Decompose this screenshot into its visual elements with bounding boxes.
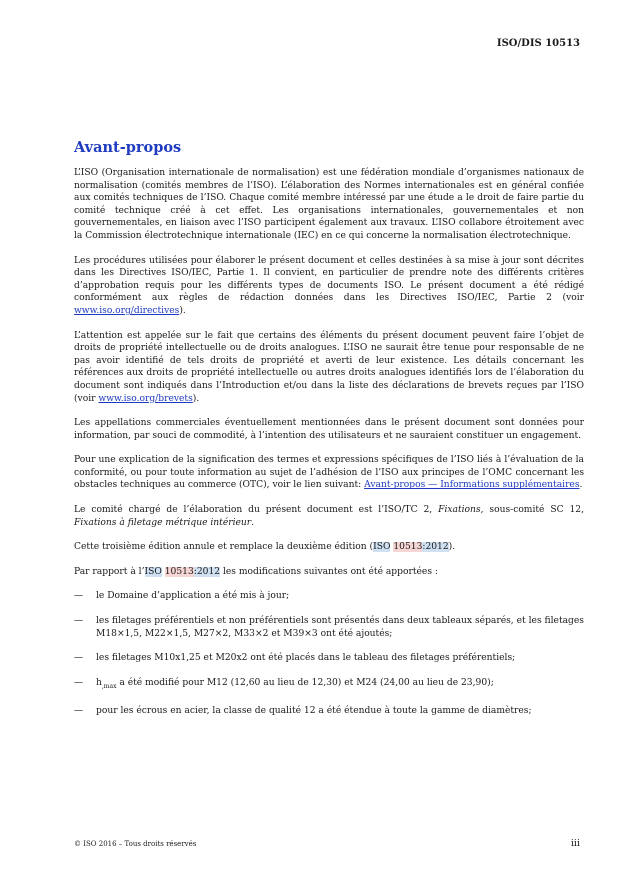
list-item-text: le Domaine d’application a été mis à jour; bbox=[96, 591, 290, 602]
document-id: ISO/DIS 10513 bbox=[496, 38, 580, 49]
h-subscript: ,max bbox=[101, 682, 117, 690]
paragraph-procedures bbox=[74, 255, 584, 318]
patents-link[interactable]: www.iso.org/brevets bbox=[98, 393, 193, 404]
standard-number: 10513 bbox=[164, 566, 194, 577]
committee-mid: , sous-comité SC 12, bbox=[480, 505, 584, 516]
copyright-notice: © ISO 2016 – Tous droits réservés bbox=[74, 840, 197, 848]
standard-year: :2012 bbox=[422, 542, 449, 553]
list-item bbox=[74, 677, 584, 693]
committee-text: Le comité chargé de l’élaboration du présent document est l’ISO/TC 2, bbox=[74, 505, 439, 516]
changes-end: les modifications suivantes ont été apportées : bbox=[220, 566, 438, 577]
list-item bbox=[74, 652, 584, 665]
conformity-end: . bbox=[579, 480, 583, 491]
page-number: iii bbox=[570, 838, 580, 849]
paragraph-iso-intro: L’ISO (Organisation internationale de normalisation) est une fédération mondiale d’organismes nationaux de normalisation (comités membres de l’ISO). L’élaboration des Normes internationales est en général confiée aux comités techniques de l’ISO. Chaque comité membre intéressé par une étude a le droit de faire partie du comité technique créé à cet effet. Les organisations internationales, gouvernementales et non gouvernementales, en liaison avec l’ISO participent également aux travaux. L’ISO collabore étroitement avec la Commission électrotechnique internationale (IEC) en ce qui concerne la normalisation électrotechnique. bbox=[74, 168, 584, 241]
patents-text: L’attention est appelée sur le fait que certains des éléments du présent document peuvent faire l’objet de droits de propriété intellectuelle ou de droits analogues. L’ISO ne saurait être tenue pour responsable de ne pas avoir identifié de tels droits de propriété et averti de leur existence. Les détails concernant les références aux droits de propriété intellectuelle ou autres droits analogues identifiés lors de l’élaboration du document sont indiqués dans l’Introduction et/ou dans la liste des déclarations de brevets reçues par l’ISO (voir bbox=[74, 330, 584, 404]
list-item-text: pour les écrous en acier, la classe de qualité 12 a été étendue à toute la gamme de diamètres; bbox=[96, 706, 532, 717]
list-dash: — bbox=[74, 616, 84, 627]
patents-end: ). bbox=[192, 393, 200, 404]
list-item-text: les filetages M10x1,25 et M20x2 ont été placés dans le tableau des filetages préférentiels; bbox=[96, 653, 516, 664]
list-item bbox=[74, 705, 584, 718]
list-item-rest: a été modifié pour M12 (12,60 au lieu de 12,30) et M24 (24,00 au lieu de 23,90); bbox=[116, 677, 494, 688]
standard-year: :2012 bbox=[193, 566, 221, 577]
directives-link[interactable]: www.iso.org/directives bbox=[74, 305, 180, 316]
procedures-end: ). bbox=[179, 305, 186, 316]
section-heading: Avant-propos bbox=[74, 139, 182, 156]
list-dash: — bbox=[74, 677, 84, 688]
h-symbol: h bbox=[96, 677, 102, 688]
standard-number: 10513 bbox=[393, 542, 423, 553]
foreword-info-link[interactable]: Avant-propos — Informations supplémentaires bbox=[364, 480, 580, 491]
list-item-text bbox=[96, 677, 584, 693]
conformity-text: Pour une explication de la signification des termes et expressions spécifiques de l’ISO liés à l’évaluation de la conformité, ou pour toute information au sujet de l’adhésion de l’ISO aux principes de l’OMC concernant les obstacles techniques au commerce (OTC), voir le lien suivant: bbox=[74, 455, 584, 491]
committee-title: Fixations bbox=[438, 505, 481, 516]
procedures-text: Les procédures utilisées pour élaborer le présent document et celles destinées à sa mise à jour sont décrites dans les Directives ISO/IEC, Partie 1. Il convient, en particulier de prendre note des différents critères d’approbation requis pour les différents types de documents ISO. Le présent document a été rédigé conformément aux règles de rédaction données dans les Directives ISO/IEC, Partie 2 (voir bbox=[74, 255, 584, 304]
iso-ref: ISO bbox=[373, 542, 391, 553]
list-dash: — bbox=[74, 653, 84, 664]
document-body bbox=[74, 167, 584, 730]
list-item bbox=[74, 590, 584, 603]
iso-ref: ISO bbox=[144, 566, 162, 577]
subcommittee-title: Fixations à filetage métrique intérieur bbox=[74, 517, 252, 528]
list-dash: — bbox=[74, 706, 84, 717]
paragraph-committee bbox=[74, 504, 584, 529]
paragraph-trade-names: Les appellations commerciales éventuellement mentionnées dans le présent document sont données pour information, par souci de commodité, à l’intention des utilisateurs et ne sauraient constituer un engagement. bbox=[74, 418, 584, 441]
paragraph-edition bbox=[74, 541, 584, 554]
list-item-text: les filetages préférentiels et non préférentiels sont présentés dans deux tableaux séparés, et les filetages M18×1,5, M22×1,5, M27×2, M33×2 et M39×3 ont été ajoutés; bbox=[96, 616, 584, 639]
edition-end: ). bbox=[448, 542, 456, 553]
paragraph-conformity bbox=[74, 454, 584, 492]
list-item bbox=[74, 615, 584, 640]
list-dash: — bbox=[74, 591, 84, 602]
paragraph-patents bbox=[74, 330, 584, 406]
committee-end: . bbox=[251, 517, 255, 528]
changes-text: Par rapport à l’ bbox=[74, 566, 145, 577]
paragraph-changes-intro bbox=[74, 566, 584, 579]
edition-text: Cette troisième édition annule et remplace la deuxième édition ( bbox=[74, 542, 374, 553]
